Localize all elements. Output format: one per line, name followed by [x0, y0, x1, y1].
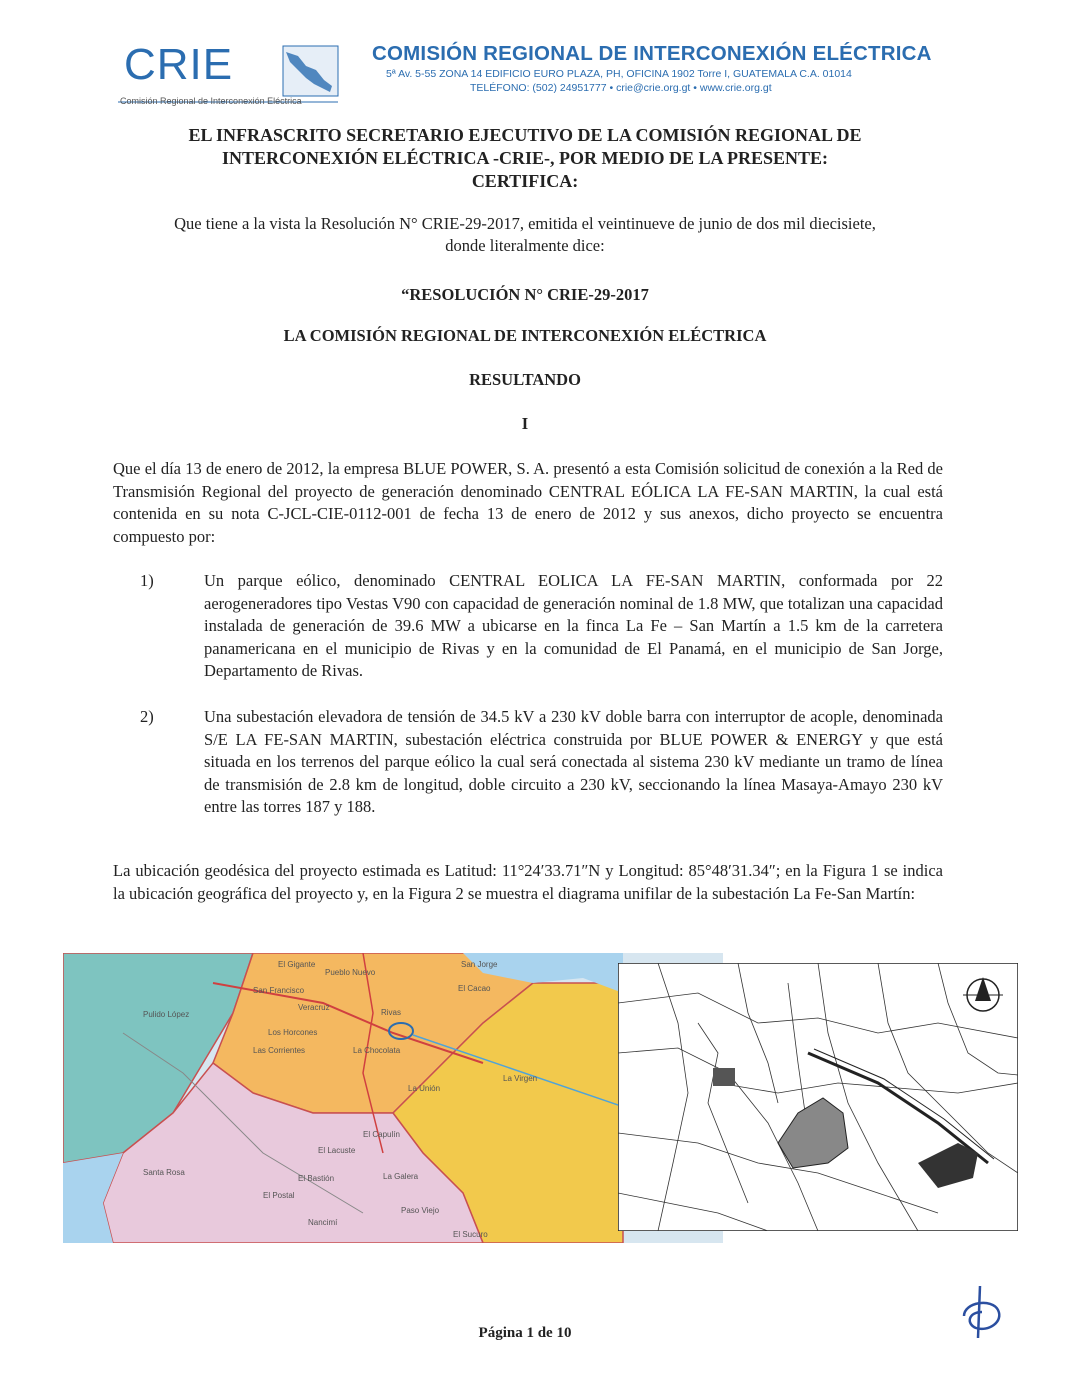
- map-label: Pulido López: [143, 1010, 190, 1019]
- paragraph: La ubicación geodésica del proyecto estimada es Latitud: 11°24′33.71″N y Longitud: 85°48′31.34″; en la Figura 1 se indica la ubicación geográfica del proyecto y, en la Figura 2 se muestra el diagrama unifilar de la subestación La Fe-San Martín:: [113, 861, 943, 903]
- map-label: Nancimí: [308, 1218, 338, 1227]
- map-label: San Jorge: [461, 960, 498, 969]
- org-name: COMISIÓN REGIONAL DE INTERCONEXIÓN ELÉCTRICA: [372, 42, 932, 65]
- intro-line: donde literalmente dice:: [445, 236, 605, 255]
- list-item: [140, 570, 943, 683]
- cert-title-line: INTERCONEXIÓN ELÉCTRICA -CRIE-, POR MEDIO DE LA PRESENTE:: [221, 148, 829, 168]
- signature-initial: [958, 1282, 1008, 1342]
- map-label: Paso Viejo: [401, 1206, 440, 1215]
- map-label: Los Horcones: [268, 1028, 318, 1037]
- map-label: Las Corrientes: [253, 1046, 306, 1055]
- logo-text: CRIE: [124, 40, 234, 89]
- org-contact: TELÉFONO: (502) 24951777 • crie@crie.org.gt • www.crie.org.gt: [470, 82, 772, 94]
- map-label: El Sucuro: [453, 1230, 488, 1239]
- list-item-number: 1): [140, 571, 154, 590]
- site-plan-map: [618, 963, 1018, 1231]
- paragraph: Que el día 13 de enero de 2012, la empresa BLUE POWER, S. A. presentó a esta Comisión solicitud de conexión a la Red de Transmisión Regional del proyecto de generación denominado CENTRAL EÓLICA LA FE-SAN MARTIN, la cual está contenida en su nota C-JCL-CIE-0112-001 de fecha 13 de enero de 2012 y sus anexos, dicho proyecto se encuentra compuesto por:: [113, 459, 943, 546]
- map-label: San Francisco: [253, 986, 305, 995]
- list-item: [140, 706, 943, 819]
- map-label: El Postal: [263, 1191, 295, 1200]
- section-heading: RESULTANDO: [469, 370, 581, 389]
- map-label: La Virgen: [503, 1074, 538, 1083]
- page-number: Página 1 de 10: [478, 1325, 572, 1341]
- resolution-title: “RESOLUCIÓN N° CRIE-29-2017: [401, 285, 649, 304]
- logo-caption: Comisión Regional de Interconexión Eléctrica: [120, 96, 302, 106]
- map-label: El Gigante: [278, 960, 316, 969]
- certification-intro: [100, 213, 950, 257]
- map-label: La Galera: [383, 1172, 419, 1181]
- map-label: El Capulín: [363, 1130, 400, 1139]
- map-label: El Cacao: [458, 984, 491, 993]
- list-item-number: 2): [140, 707, 154, 726]
- map-label: La Unión: [408, 1084, 441, 1093]
- list-item-text: Una subestación elevadora de tensión de 34.5 kV a 230 kV doble barra con interruptor de acople, denominada S/E LA FE-SAN MARTIN, subestación eléctrica construida por BLUE POWER & ENERGY y que está situada en los terrenos del parque eólico la cual será conectada al sistema 230 kV mediante un tramo de línea de transmisión de 2.8 km de longitud, doble circuito a 230 kV, seccionando la línea Masaya-Amayo 230 kV entre las torres 187 y 188.: [204, 707, 943, 816]
- cert-title-line: EL INFRASCRITO SECRETARIO EJECUTIVO DE LA COMISIÓN REGIONAL DE: [188, 125, 862, 145]
- certification-title: [100, 124, 950, 193]
- map-label: Pueblo Nuevo: [325, 968, 376, 977]
- list-item-text: Un parque eólico, denominado CENTRAL EOLICA LA FE-SAN MARTIN, conformada por 22 aerogeneradores tipo Vestas V90 con capacidad de generación nominal de 1.8 MW, que totalizan una capacidad instalada de generación de 39.6 MW a ubicarse en la finca La Fe – San Martín a 1.5 km de la carretera panamericana en el municipio de Rivas y en la comunidad de El Panamá, en el municipio de San Jorge, Departamento de Rivas.: [204, 571, 943, 680]
- map-label: Rivas: [381, 1008, 402, 1017]
- map-label: La Chocolata: [353, 1046, 401, 1055]
- resolution-org-heading: LA COMISIÓN REGIONAL DE INTERCONEXIÓN ELÉCTRICA: [283, 326, 767, 345]
- org-address: 5ª Av. 5-55 ZONA 14 EDIFICIO EURO PLAZA, PH, OFICINA 1902 Torre I, GUATEMALA C.A. 01014: [386, 68, 852, 80]
- map-label: Santa Rosa: [143, 1168, 185, 1177]
- map-label: El Bastión: [298, 1174, 335, 1183]
- map-label: El Lacuste: [318, 1146, 356, 1155]
- intro-line: Que tiene a la vista la Resolución N° CRIE-29-2017, emitida el veintinueve de junio de dos mil diecisiete,: [174, 214, 876, 233]
- roman-numeral: I: [521, 414, 529, 433]
- map-label: Veracruz: [298, 1003, 330, 1012]
- cert-title-line: CERTIFICA:: [471, 171, 579, 191]
